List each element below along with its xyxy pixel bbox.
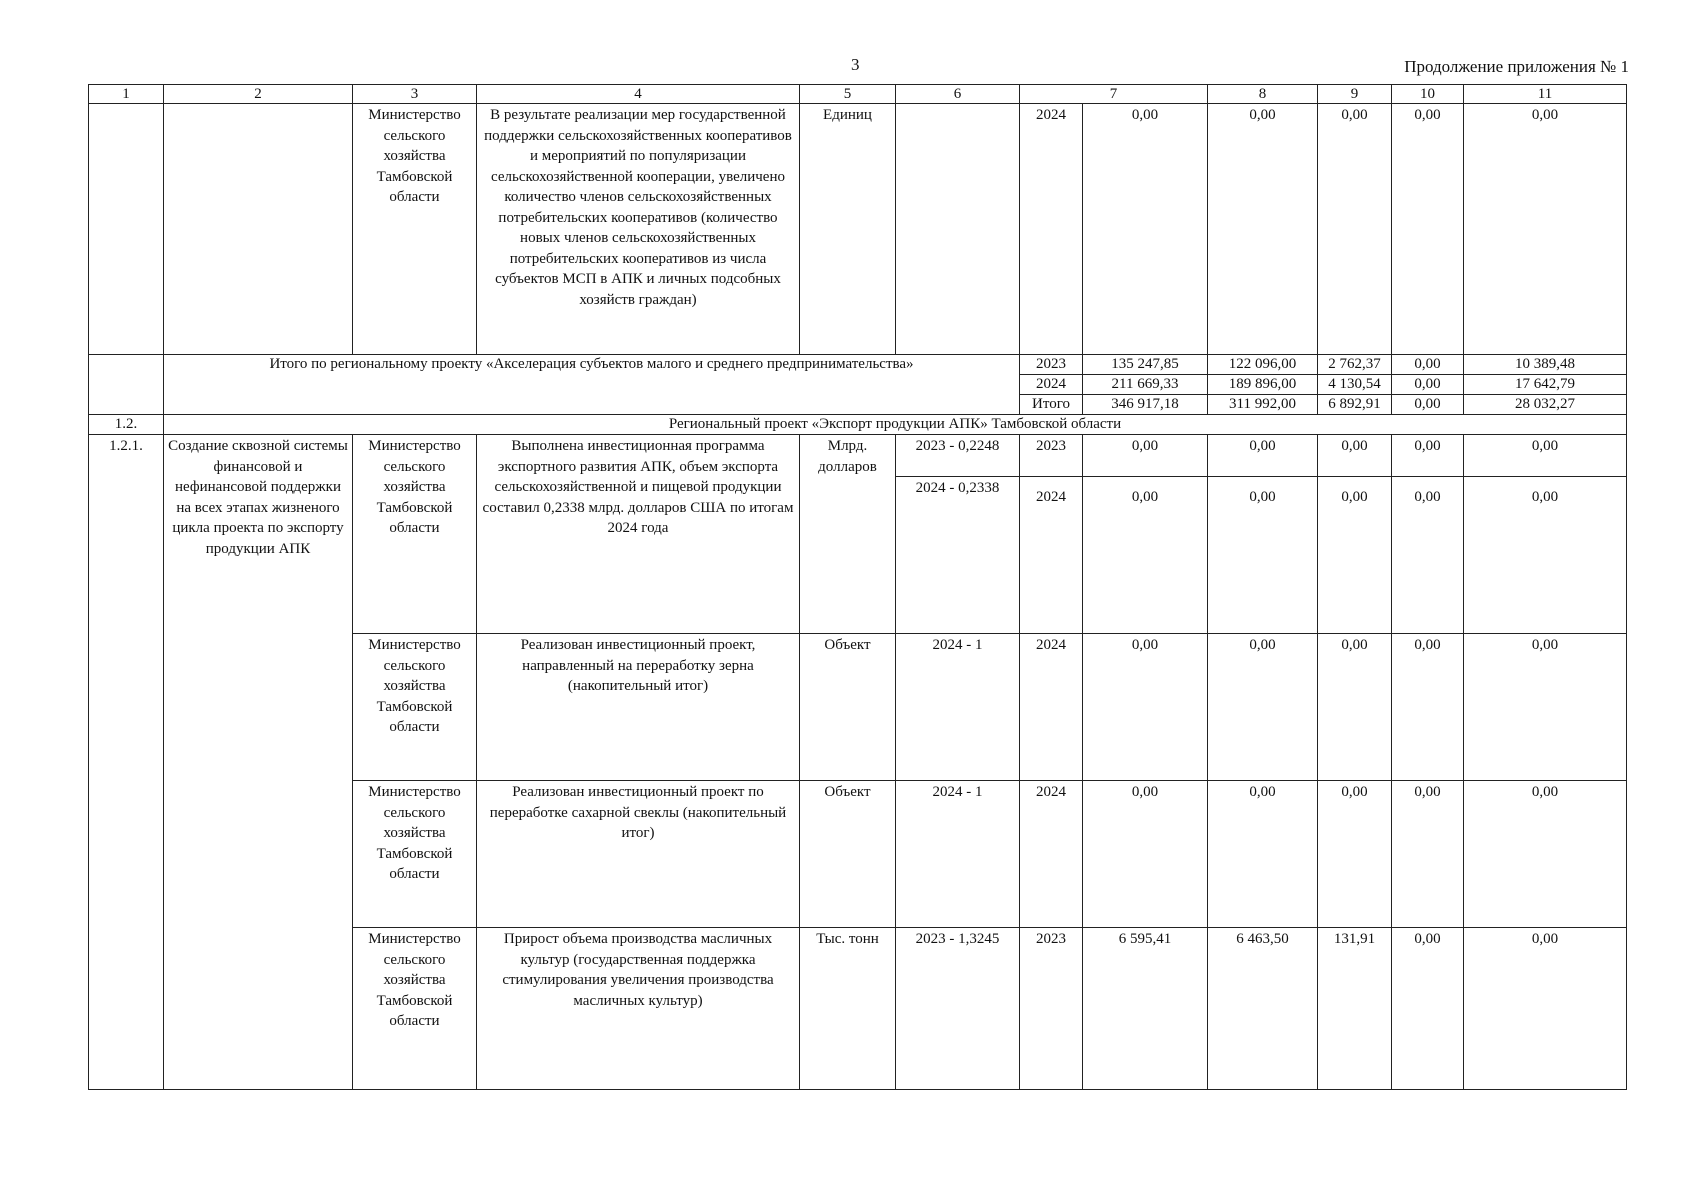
- value-cell: 211 669,33: [1083, 375, 1208, 395]
- executor-cell: Министерство сельского хозяйства Тамбовской области: [353, 781, 477, 928]
- column-number: 1: [89, 85, 164, 104]
- column-number: 8: [1208, 85, 1318, 104]
- page-number: 3: [851, 55, 860, 74]
- item-name: Создание сквозной системы финансовой и нефинансовой поддержки на всех этапах жизненого цикла проекта по экспорту продукции АПК: [164, 435, 353, 1090]
- unit-cell: Единиц: [800, 104, 896, 355]
- target-cell: [896, 104, 1020, 355]
- value-cell: 0,00: [1208, 477, 1318, 634]
- year-cell: 2023: [1020, 355, 1083, 375]
- value-cell: 0,00: [1392, 435, 1464, 477]
- value-cell: 0,00: [1464, 435, 1627, 477]
- value-cell: 135 247,85: [1083, 355, 1208, 375]
- value-cell: 0,00: [1464, 781, 1627, 928]
- column-number: 7: [1020, 85, 1208, 104]
- target-cell: 2024 - 1: [896, 634, 1020, 781]
- value-cell: 0,00: [1392, 355, 1464, 375]
- cell-empty: [89, 355, 164, 415]
- value-cell: 0,00: [1392, 634, 1464, 781]
- appendix-table: [88, 84, 1627, 1090]
- target-cell: 2023 - 0,2248: [896, 435, 1020, 477]
- year-cell: 2024: [1020, 781, 1083, 928]
- value-cell: 311 992,00: [1208, 395, 1318, 415]
- column-number: 10: [1392, 85, 1464, 104]
- value-cell: 346 917,18: [1083, 395, 1208, 415]
- value-cell: 0,00: [1083, 435, 1208, 477]
- year-cell: Итого: [1020, 395, 1083, 415]
- year-cell: 2023: [1020, 928, 1083, 1090]
- unit-cell: Объект: [800, 634, 896, 781]
- value-cell: 0,00: [1318, 634, 1392, 781]
- executor-cell: Министерство сельского хозяйства Тамбовской области: [353, 104, 477, 355]
- value-cell: 0,00: [1208, 435, 1318, 477]
- column-number: 3: [353, 85, 477, 104]
- value-cell: 0,00: [1392, 104, 1464, 355]
- section-title: Региональный проект «Экспорт продукции АПК» Тамбовской области: [164, 415, 1627, 435]
- value-cell: 10 389,48: [1464, 355, 1627, 375]
- value-cell: 0,00: [1083, 477, 1208, 634]
- year-cell: 2024: [1020, 477, 1083, 634]
- executor-cell: Министерство сельского хозяйства Тамбовской области: [353, 634, 477, 781]
- column-number: 11: [1464, 85, 1627, 104]
- target-cell: 2023 - 1,3245: [896, 928, 1020, 1090]
- result-cell: Реализован инвестиционный проект, направленный на переработку зерна (накопительный итог): [477, 634, 800, 781]
- cell-empty: [89, 104, 164, 355]
- value-cell: 0,00: [1083, 634, 1208, 781]
- column-number-row: [89, 85, 1627, 104]
- value-cell: 189 896,00: [1208, 375, 1318, 395]
- value-cell: 0,00: [1464, 928, 1627, 1090]
- value-cell: 6 892,91: [1318, 395, 1392, 415]
- year-cell: 2024: [1020, 375, 1083, 395]
- result-cell: Реализован инвестиционный проект по переработке сахарной свеклы (накопительный итог): [477, 781, 800, 928]
- value-cell: 0,00: [1464, 104, 1627, 355]
- column-number: 5: [800, 85, 896, 104]
- result-cell: Выполнена инвестиционная программа экспортного развития АПК, объем экспорта сельскохозяйственной и пищевой продукции составил 0,2338 млрд. долларов США по итогам 2024 года: [477, 435, 800, 634]
- column-number: 4: [477, 85, 800, 104]
- value-cell: 0,00: [1392, 477, 1464, 634]
- target-cell: 2024 - 1: [896, 781, 1020, 928]
- executor-cell: Министерство сельского хозяйства Тамбовской области: [353, 435, 477, 634]
- appendix-continuation-header: Продолжение приложения № 1: [1404, 57, 1629, 76]
- value-cell: 0,00: [1083, 781, 1208, 928]
- target-cell: 2024 - 0,2338: [896, 477, 1020, 634]
- value-cell: 4 130,54: [1318, 375, 1392, 395]
- column-number: 6: [896, 85, 1020, 104]
- value-cell: 0,00: [1208, 634, 1318, 781]
- cell-empty: [164, 104, 353, 355]
- value-cell: 6 463,50: [1208, 928, 1318, 1090]
- unit-cell: Тыс. тонн: [800, 928, 896, 1090]
- value-cell: 131,91: [1318, 928, 1392, 1090]
- section-number: 1.2.: [89, 415, 164, 435]
- value-cell: 2 762,37: [1318, 355, 1392, 375]
- value-cell: 28 032,27: [1464, 395, 1627, 415]
- year-cell: 2024: [1020, 634, 1083, 781]
- unit-cell: Объект: [800, 781, 896, 928]
- column-number: 2: [164, 85, 353, 104]
- value-cell: 0,00: [1318, 477, 1392, 634]
- value-cell: 0,00: [1464, 634, 1627, 781]
- result-cell: Прирост объема производства масличных культур (государственная поддержка стимулирования увеличения производства масличных культур): [477, 928, 800, 1090]
- value-cell: 0,00: [1392, 395, 1464, 415]
- year-cell: 2024: [1020, 104, 1083, 355]
- table-row: [89, 435, 1627, 477]
- value-cell: 0,00: [1318, 104, 1392, 355]
- value-cell: 0,00: [1392, 781, 1464, 928]
- value-cell: 122 096,00: [1208, 355, 1318, 375]
- value-cell: 0,00: [1318, 435, 1392, 477]
- value-cell: 0,00: [1392, 375, 1464, 395]
- year-cell: 2023: [1020, 435, 1083, 477]
- total-row: [89, 355, 1627, 375]
- value-cell: 6 595,41: [1083, 928, 1208, 1090]
- unit-cell: Млрд. долларов: [800, 435, 896, 634]
- executor-cell: Министерство сельского хозяйства Тамбовской области: [353, 928, 477, 1090]
- item-number: 1.2.1.: [89, 435, 164, 1090]
- value-cell: 0,00: [1208, 781, 1318, 928]
- section-row: [89, 415, 1627, 435]
- value-cell: 0,00: [1208, 104, 1318, 355]
- result-cell: В результате реализации мер государственной поддержки сельскохозяйственных кооперативов и мероприятий по популяризации сельскохозяйственной кооперации, увеличено количество членов сельскохозяйственных потребительских кооперативов (количество новых членов сельскохозяйственных потребительских кооперативов из числа субъектов МСП в АПК и личных подсобных хозяйств граждан): [477, 104, 800, 355]
- value-cell: 0,00: [1083, 104, 1208, 355]
- value-cell: 0,00: [1464, 477, 1627, 634]
- value-cell: 0,00: [1392, 928, 1464, 1090]
- column-number: 9: [1318, 85, 1392, 104]
- total-label: Итого по региональному проекту «Акселерация субъектов малого и среднего предпринимательства»: [164, 355, 1020, 415]
- table-row: [89, 104, 1627, 355]
- value-cell: 0,00: [1318, 781, 1392, 928]
- value-cell: 17 642,79: [1464, 375, 1627, 395]
